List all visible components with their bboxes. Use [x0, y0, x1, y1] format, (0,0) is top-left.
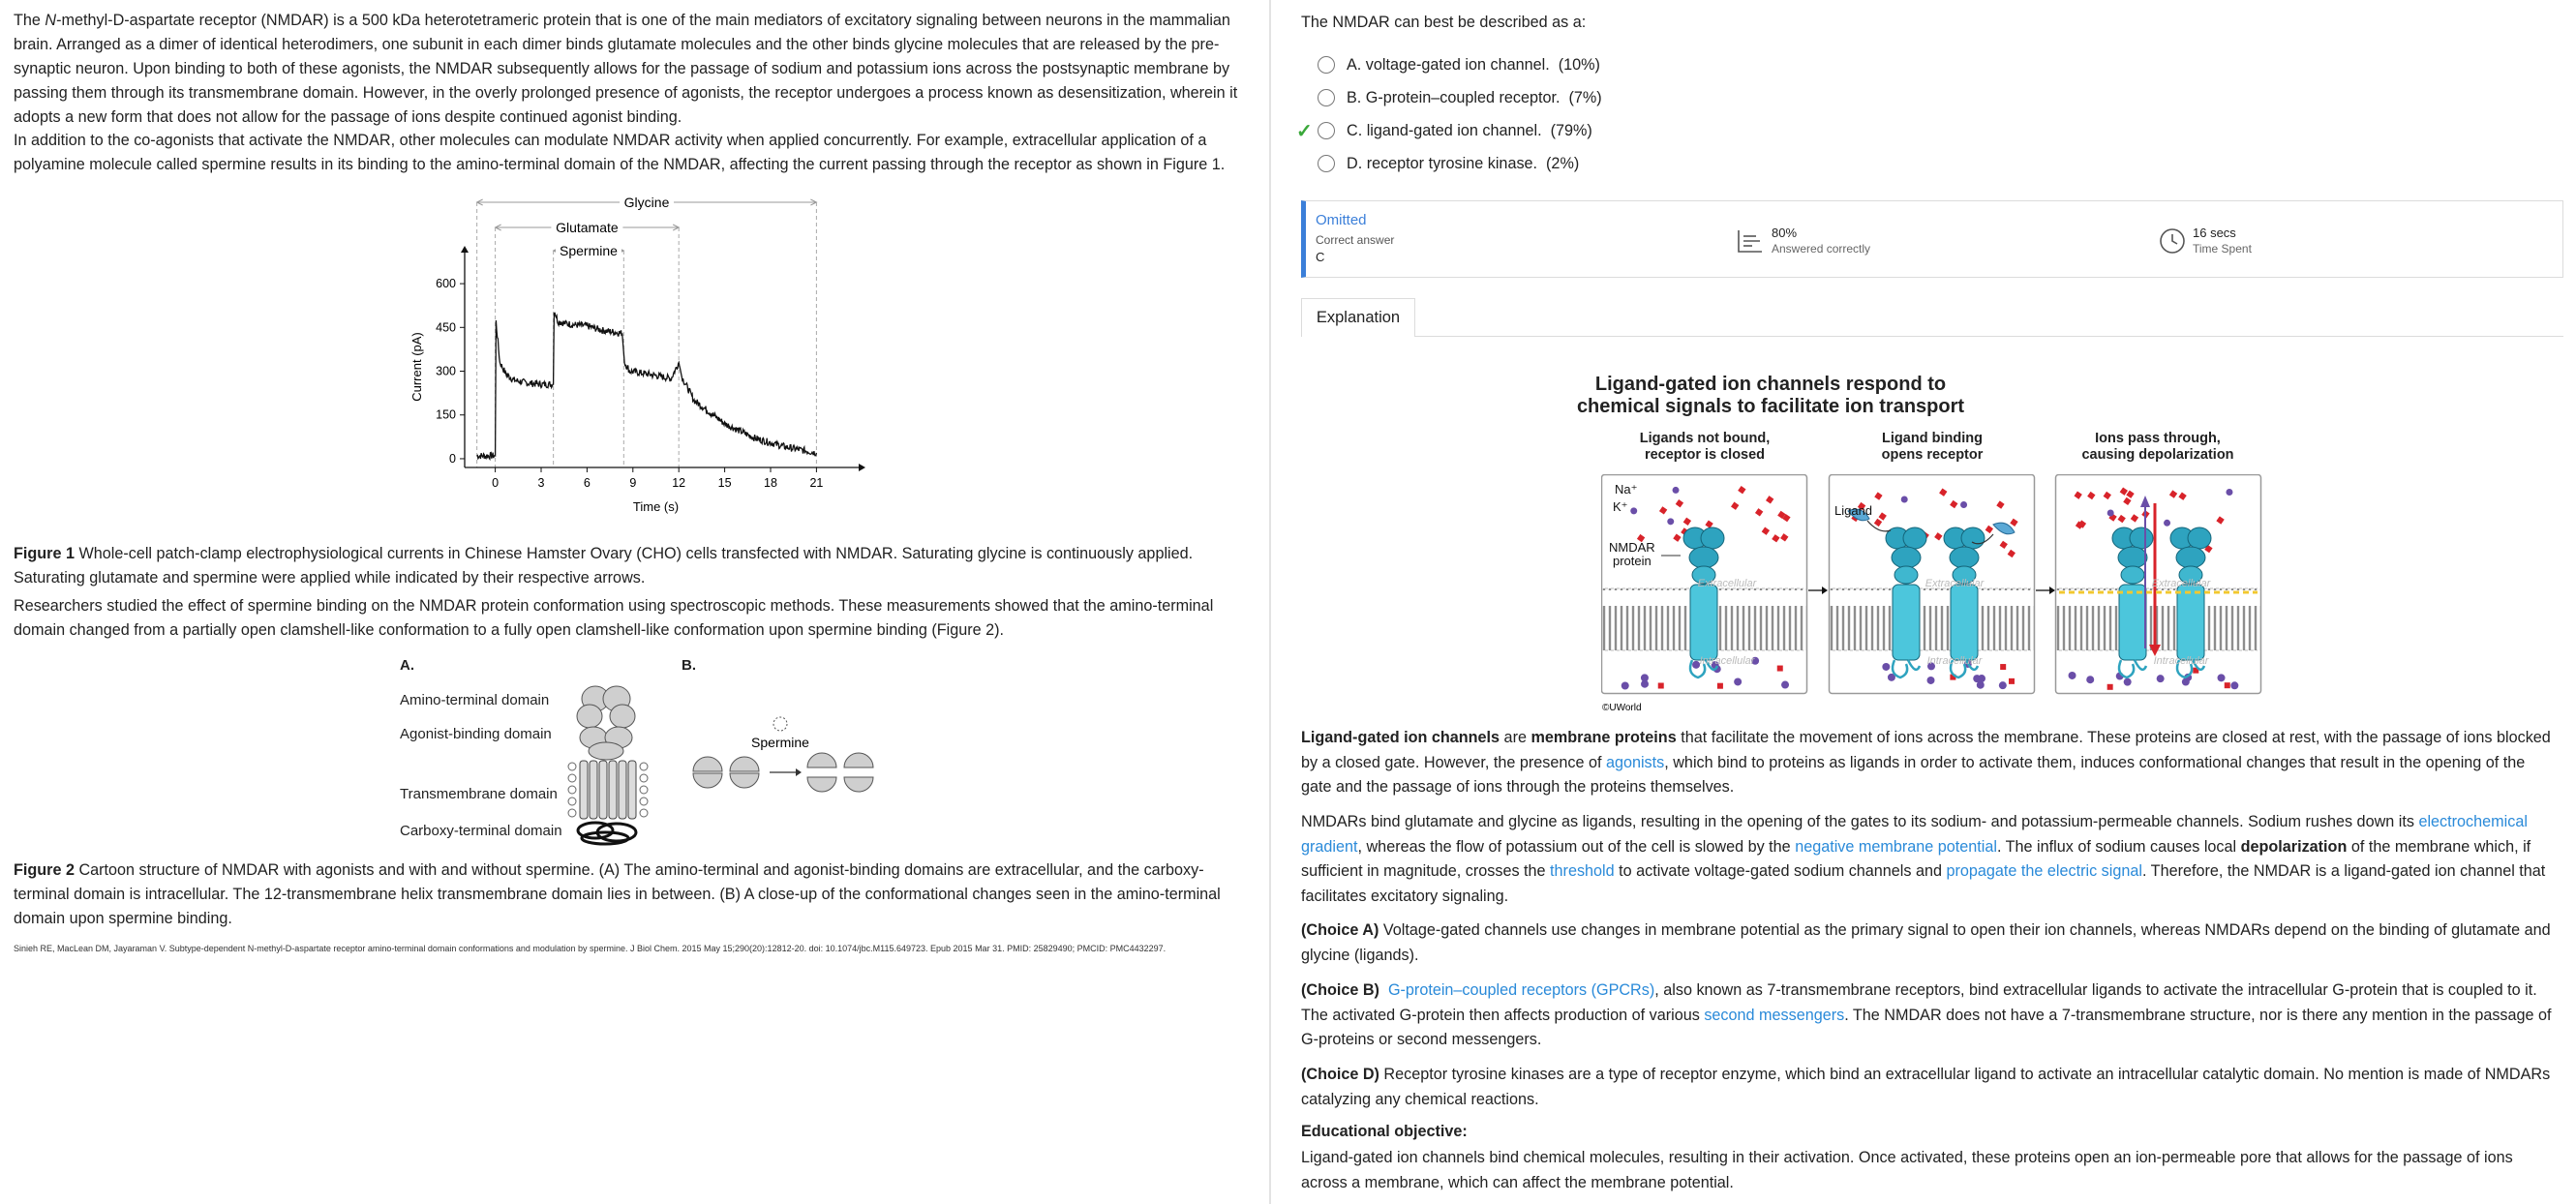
negative-membrane-potential-link[interactable]: negative membrane potential: [1795, 837, 1997, 856]
illustration-panel-2: [1830, 475, 2056, 694]
transmembrane-helix-bundle: [1951, 585, 1978, 660]
sodium-ion: [1717, 683, 1723, 689]
choice-b-explanation-text-1: , also known as 7-transmembrane receptors, bind extracellular ligands to activate the intracellular G-protein that is coupled to it. The activated G-protein then affects production of various: [1301, 981, 2537, 1024]
agonist-binding-lobe: [2118, 547, 2147, 568]
chart-annotations: [477, 194, 817, 467]
correct-check-icon: ✓: [1296, 120, 1313, 142]
e2-text-2: , whereas the flow of potassium out of the cell is slowed by the: [1357, 837, 1796, 856]
agonist-binding-lobe: [1892, 547, 1921, 568]
x-tick-label: 6: [583, 476, 591, 490]
y-tick-label: 300: [436, 364, 456, 378]
illustration-title-line-1: Ligand-gated ion channels respond to: [1594, 374, 1947, 395]
figure-1-chart: [378, 189, 881, 527]
electrochemical-gradient-link[interactable]: electrochemical gradient: [1301, 813, 2528, 856]
e2-text-5: to activate voltage-gated sodium channels and: [1614, 862, 1947, 880]
e2-text-1: NMDARs bind glutamate and glycine as ligands, resulting in the opening of the gates to its sodium- and potassium-permeable channels. Sodium rushes down its: [1301, 813, 2419, 830]
spermine-label: Spermine: [560, 243, 618, 258]
potassium-ion: [2069, 672, 2076, 679]
p1-italic: N: [45, 12, 57, 29]
amino-terminal-lobe: [1903, 527, 1926, 549]
panel-2-title-line-2: opens receptor: [1881, 447, 1984, 463]
choice-b-text: G-protein–coupled receptor.: [1365, 88, 1561, 106]
potassium-ion: [2086, 676, 2094, 683]
choice-a-letter: A.: [1347, 55, 1362, 74]
choice-d-explanation-label: (Choice D): [1301, 1066, 1379, 1083]
explanation-paragraph-1: [1301, 726, 2560, 800]
glutamate-label: Glutamate: [556, 220, 619, 235]
choice-a-text: voltage-gated ion channel.: [1365, 55, 1550, 74]
ligand-gated-channel-illustration: [1601, 474, 2269, 716]
potassium-ion: [2164, 520, 2170, 527]
choice-d-explanation-text: Receptor tyrosine kinases are a type of receptor enzyme, which bind an extracellular ligand to activate an intracellular catalytic domain. No mention is made of NMDARs catalyzing any chemical reactions.: [1301, 1066, 2551, 1108]
passage-paragraph-2: In addition to the co-agonists that activate the NMDAR, other molecules can modulate NMDAR activity when applied concurrently. For example, extracellular application of a polyamine molecule called spermine results in its binding to the amino-terminal domain of the NMDAR, affecting the current passing through the receptor as shown in Figure 1.: [14, 132, 1226, 173]
choice-c-letter: C.: [1347, 121, 1363, 139]
sodium-ion: [2107, 684, 2113, 690]
answer-choices: [1296, 48, 1602, 180]
figure-2-panel-b-label: B.: [682, 657, 696, 674]
potassium-ion: [1999, 681, 2007, 689]
choice-b-pct: (7%): [1568, 88, 1602, 106]
e1-bold-2: membrane proteins: [1530, 729, 1677, 746]
choice-a-explanation-label: (Choice A): [1301, 921, 1379, 939]
tab-underline: [1414, 336, 2563, 337]
potassium-ion: [1641, 674, 1649, 681]
passage-paragraph-3: Researchers studied the effect of spermine binding on the NMDAR protein conformation using spectroscopic methods. These measurements showed that the amino-terminal domain changed from a partially open clamshell-like conformation to a fully open clamshell-like conformation upon spermine binding (Figure 2).: [14, 597, 1214, 639]
potassium-ion: [1781, 681, 1789, 689]
clock-icon: [2159, 227, 2186, 255]
panel-1-title-line-2: receptor is closed: [1644, 447, 1766, 463]
potassium-ion: [1734, 677, 1742, 685]
panel-1-title-line-1: Ligands not bound,: [1639, 431, 1771, 446]
y-tick-label: 450: [436, 320, 456, 335]
glycine-label: Glycine: [623, 195, 670, 210]
potassium-ion: [1621, 681, 1629, 689]
potassium-ion: [1960, 501, 1967, 508]
e2-text-4: of the membrane which, if sufficient in magnitude, crosses the: [1301, 837, 2531, 880]
potassium-label: K⁺: [1613, 499, 1628, 514]
figure-2-panel-a-label: A.: [400, 657, 414, 674]
transmembrane-helix-bundle: [1690, 585, 1717, 660]
figure-2-label: Figure 2: [14, 861, 75, 879]
educational-objective-title: Educational objective:: [1301, 1123, 1468, 1140]
y-axis-label: Current (pA): [409, 332, 424, 402]
panel-2-title: [1830, 431, 2035, 464]
y-tick-label: 150: [436, 407, 456, 422]
amino-terminal-lobe: [1961, 527, 1985, 549]
e1-bold-1: Ligand-gated ion channels: [1301, 729, 1500, 746]
e2-text-3: . The influx of sodium causes local: [1996, 837, 2241, 856]
choice-d-pct: (2%): [1546, 154, 1580, 172]
potassium-ion: [1673, 487, 1680, 494]
intracellular-label: Intracellular: [1926, 655, 1983, 667]
amino-terminal-lobe: [1701, 527, 1724, 549]
copyright-label: ©UWorld: [1602, 703, 1642, 713]
choice-a-explanation: [1301, 918, 2560, 968]
spermine-label: Spermine: [751, 735, 809, 750]
x-tick-label: 3: [537, 476, 545, 490]
sodium-ion: [1777, 666, 1783, 672]
p1-rest: -methyl-D-aspartate receptor (NMDAR) is a 500 kDa heterotetrameric protein that is one of the main mediators of excitatory signaling between neurons in the mammalian brain. Arranged as a dimer of identical heterodimers, one subunit in each dimer binds glutamate molecules and the other binds glycine molecules that are released by the pre-synaptic neuron. Upon binding to both of these agonists, the NMDAR subsequently allows for the passage of sodium and potassium ions across the postsynaptic membrane by passing them through its transmembrane domain. However, in the overly prolonged presence of agonists, the receptor undergoes a process known as desensitization, wherein it adopts a new form that does not allow for the passage of ions despite continued agonist binding.: [14, 12, 1238, 126]
status-omitted: Omitted: [1316, 212, 1367, 228]
e1-text-3: , which bind to proteins as ligands in order to activate them, induces conformational changes that result in the opening of the gate and the passage of ions through the proteins themselves.: [1301, 753, 2526, 796]
current-trace-line: [477, 313, 817, 459]
figure-2-caption-text: Cartoon structure of NMDAR with agonists and with and without spermine. (A) The amino-terminal and agonist-binding domains are extracellular, and the carboxy-terminal domain is intracellular. The 12-transmembrane helix transmembrane domain lies in between. (B) A close-up of the conformational changes seen in the amino-terminal domain upon spermine binding.: [14, 861, 1221, 927]
spermine-molecule: [773, 717, 787, 731]
transmembrane-helix-bundle: [2177, 585, 2204, 660]
choice-a[interactable]: [1296, 48, 1602, 81]
time-spent-label: Time Spent: [2193, 242, 2252, 256]
panel-3-title-line-1: Ions pass through,: [2095, 431, 2221, 446]
correct-answer-label: Correct answer: [1316, 233, 1395, 247]
y-axis-arrow: [461, 246, 469, 253]
p1-pre: The: [14, 12, 45, 29]
nmdar-label-line-2: protein: [1613, 554, 1652, 568]
agonist-binding-lobe: [1894, 566, 1918, 584]
percent-correct: 80%: [1772, 226, 1798, 240]
tab-explanation[interactable]: Explanation: [1301, 298, 1415, 337]
panel-transition-arrowhead: [2049, 587, 2055, 594]
second-messengers-link[interactable]: second messengers: [1704, 1006, 1845, 1024]
amino-terminal-lobe: [2188, 527, 2211, 549]
panel-1-title: [1602, 431, 1807, 464]
choice-a-pct: (10%): [1558, 55, 1600, 74]
panel-3-title-line-2: causing depolarization: [2081, 447, 2234, 463]
nmdar-label-line-1: NMDAR: [1609, 540, 1655, 555]
chart-axes: [436, 246, 865, 490]
membrane-bilayer: [2056, 588, 2260, 650]
choice-b[interactable]: [1296, 81, 1602, 114]
choice-c[interactable]: [1296, 114, 1602, 147]
educational-objective-text: Ligand-gated ion channels bind chemical molecules, resulting in their activation. Once activated, these proteins open an ion-permeable pore that allows for the passage of ions across a membrane, which can affect the membrane potential.: [1301, 1149, 2513, 1191]
panel-2-title-line-1: Ligand binding: [1882, 431, 1983, 446]
ligand-label: Ligand: [1834, 503, 1873, 518]
propagate-signal-link[interactable]: propagate the electric signal: [1946, 862, 2142, 880]
e2-bold-1: depolarization: [2240, 837, 2348, 856]
x-tick-label: 18: [764, 476, 777, 490]
potassium-ion: [2226, 489, 2232, 496]
panel-3-title: [2055, 431, 2260, 464]
bar-chart-icon: [1737, 228, 1764, 254]
e1-text-1: are: [1500, 729, 1531, 746]
choice-d-letter: D.: [1347, 154, 1363, 172]
intracellular-label: Intracellular: [1699, 655, 1755, 667]
choice-c-text: ligand-gated ion channel.: [1366, 121, 1542, 139]
panel-transition-arrowhead: [1822, 587, 1828, 594]
figure-1-caption-text: Whole-cell patch-clamp electrophysiological currents in Chinese Hamster Ovary (CHO) cells transfected with NMDAR. Saturating glycine is continuously applied. Saturating glutamate and spermine were applied while indicated by their respective arrows.: [14, 545, 1194, 587]
answer-stats-bar: [1301, 200, 2563, 278]
extracellular-label: Extracellular: [2151, 578, 2211, 589]
amino-terminal-label: Amino-terminal domain: [400, 692, 550, 708]
agonist-binding-lobe: [2121, 566, 2144, 584]
intracellular-label: Intracellular: [2153, 655, 2209, 667]
potassium-ion: [2230, 681, 2238, 689]
radio-c[interactable]: [1318, 122, 1335, 139]
amino-terminal-lobe: [2130, 527, 2153, 549]
potassium-ion: [1630, 507, 1637, 514]
potassium-ion: [2107, 509, 2114, 516]
figure-1-caption: [14, 542, 1238, 590]
figure-1-label: Figure 1: [14, 545, 75, 562]
extracellular-label: Extracellular: [1924, 578, 1985, 589]
question-pane[interactable]: [1271, 0, 2576, 1204]
y-tick-label: 0: [449, 451, 456, 466]
reference-citation: Sinieh RE, MacLean DM, Jayaraman V. Subtype-dependent N-methyl-D-aspartate receptor amino-terminal domain conformations and modulation by spermine. J Biol Chem. 2015 May 15;290(20):12812-20. doi: 10.1074/jbc.M115.649723. Epub 2015 Mar 31. PMID: 25829490; PMCID: PMC4432297.: [14, 944, 1167, 953]
illustration-title-line-2: chemical signals to facilitate ion transport: [1576, 396, 1965, 417]
gpcr-link[interactable]: G-protein–coupled receptors (GPCRs): [1387, 981, 1655, 999]
x-tick-label: 0: [492, 476, 500, 490]
radio-b[interactable]: [1318, 89, 1335, 106]
illustration-panel-3: [2056, 475, 2261, 694]
potassium-ion: [1978, 675, 1985, 682]
illustration-title: [1407, 374, 2135, 418]
sodium-label: Na⁺: [1615, 482, 1638, 497]
e1-text-2: that facilitate the movement of ions across the membrane. These proteins are closed at rest, with the passage of ions blocked by a closed gate. However, the presence of: [1301, 729, 2551, 771]
e2-text-6: . Therefore, the NMDAR is a ligand-gated ion channel that facilitates excitatory signaling.: [1301, 862, 2546, 905]
agonist-binding-lobe: [1689, 547, 1718, 568]
sodium-ion: [2225, 682, 2230, 688]
membrane-bilayer: [1830, 588, 2034, 650]
time-spent: 16 secs: [2193, 226, 2236, 240]
agonist-binding-lobe: [2176, 547, 2205, 568]
agonists-link[interactable]: agonists: [1605, 753, 1665, 771]
explanation-paragraph-2: [1301, 810, 2560, 909]
x-axis-arrow: [859, 464, 865, 471]
carboxy-terminal-label: Carboxy-terminal domain: [400, 823, 562, 839]
illustration-panel-1: [1602, 475, 1829, 694]
choice-b-explanation-label: (Choice B): [1301, 981, 1379, 999]
choice-d-explanation: [1301, 1063, 2560, 1112]
x-tick-label: 21: [809, 476, 824, 490]
question-stem: The NMDAR can best be described as a:: [1301, 14, 1587, 31]
potassium-ion: [1882, 663, 1890, 671]
transmembrane-helix-bundle: [2119, 585, 2146, 660]
potassium-ion: [2157, 675, 2165, 682]
choice-a-explanation-text: Voltage-gated channels use changes in membrane potential as the primary signal to open their ion channels, whereas NMDARs depend on the binding of glutamate and glycine (ligands).: [1301, 921, 2551, 964]
transmembrane-label: Transmembrane domain: [400, 786, 558, 802]
threshold-link[interactable]: threshold: [1550, 862, 1615, 880]
correct-answer-value: C: [1316, 250, 1325, 264]
choice-c-pct: (79%): [1550, 121, 1592, 139]
x-tick-label: 15: [717, 476, 732, 490]
radio-a[interactable]: [1318, 56, 1335, 74]
sodium-ion: [1658, 683, 1664, 689]
potassium-ion: [1927, 677, 1935, 684]
sodium-ion: [2000, 664, 2006, 670]
potassium-ion: [2218, 674, 2226, 681]
potassium-ion: [1901, 496, 1908, 502]
sodium-ion: [2009, 678, 2015, 684]
choice-b-explanation-text-2: . The NMDAR does not have a 7-transmembrane structure, nor is there any mention in the passage of G-proteins or second messengers.: [1301, 1006, 2552, 1048]
passage-paragraph-1: [14, 9, 1238, 130]
choice-d[interactable]: [1296, 147, 1602, 180]
agonist-binding-label: Agonist-binding domain: [400, 726, 552, 742]
figure-2-caption: [14, 858, 1238, 931]
x-axis-label: Time (s): [632, 499, 680, 514]
passage-pane[interactable]: [0, 0, 1268, 1204]
spermine-conformation-diagram: [687, 711, 881, 794]
potassium-ion: [1667, 518, 1674, 525]
radio-d[interactable]: [1318, 155, 1335, 172]
extracellular-label: Extracellular: [1697, 578, 1757, 589]
transmembrane-helix-bundle: [1893, 585, 1920, 660]
nmdar-cartoon: [566, 677, 653, 847]
y-tick-label: 600: [436, 277, 456, 291]
choice-b-letter: B.: [1347, 88, 1362, 106]
potassium-ion: [2124, 678, 2132, 686]
choice-d-text: receptor tyrosine kinase.: [1366, 154, 1538, 172]
agonist-binding-lobe: [1950, 547, 1979, 568]
percent-correct-label: Answered correctly: [1772, 242, 1871, 256]
x-tick-label: 12: [672, 476, 686, 490]
x-tick-label: 9: [629, 476, 637, 490]
choice-b-explanation: [1301, 978, 2560, 1053]
